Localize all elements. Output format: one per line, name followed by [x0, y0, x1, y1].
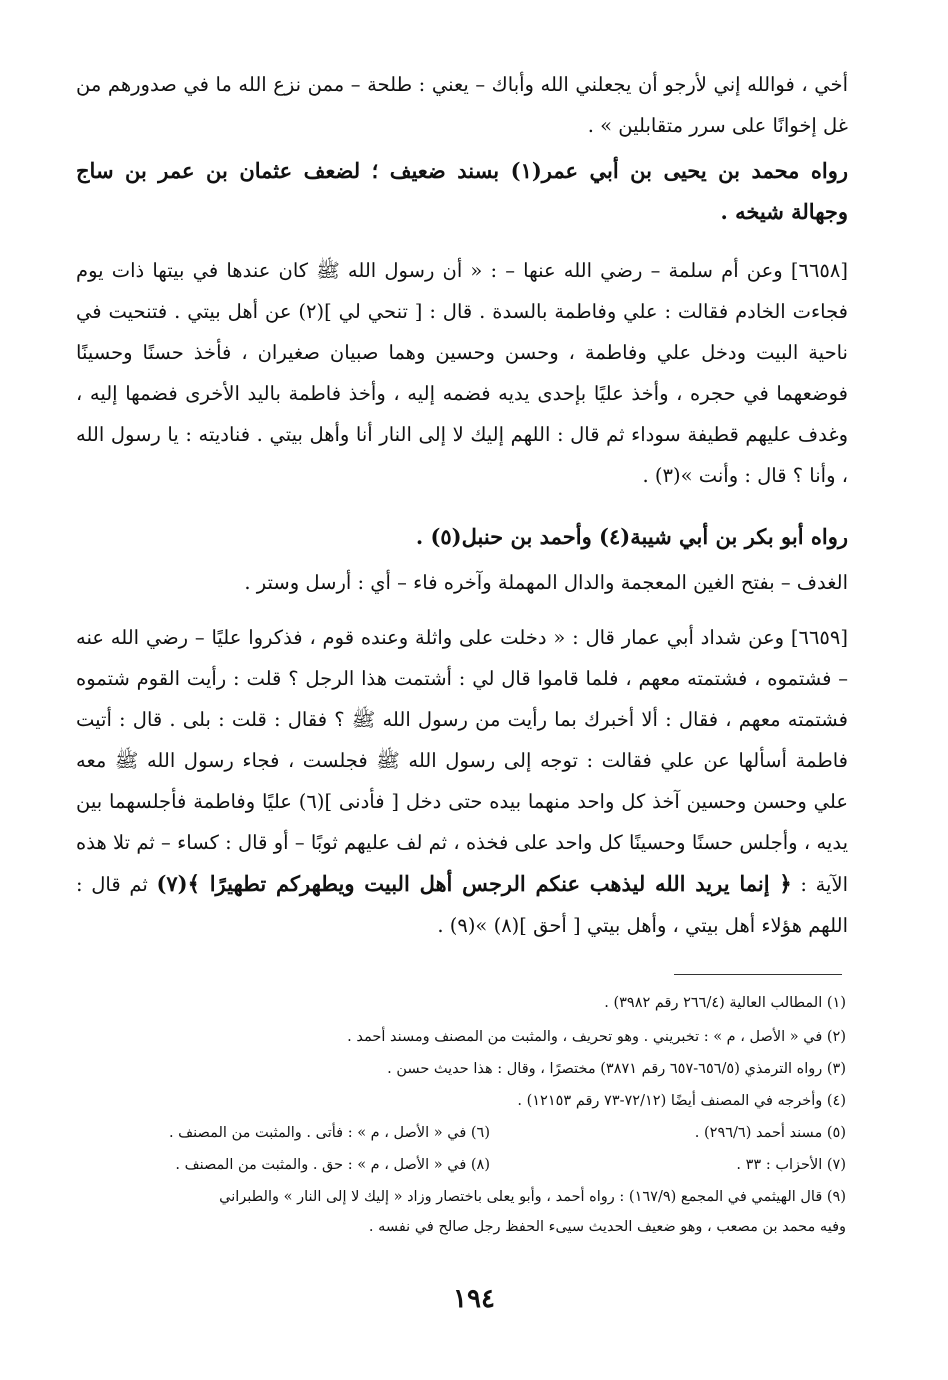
- footnote-4: (٤) وأخرجه في المصنف أيضًا (٧٢/١٢-٧٣ رقم ١٢١٥٣) .: [517, 1093, 846, 1109]
- footnote-3: (٣) رواه الترمذي (٦٥٦/٥-٦٥٧ رقم ٣٨٧١) مختصرًا ، وقال : هذا حديث حسن .: [387, 1061, 846, 1077]
- footnote-8: (٨) في « الأصل ، م » : حق . والمثبت من المصنف .: [175, 1157, 490, 1173]
- footnote-7: (٧) الأحزاب : ٣٣ .: [736, 1157, 846, 1173]
- footnote-9: (٩) قال الهيثمي في المجمع (١٦٧/٩) : رواه أحمد ، وأبو يعلى باختصار وزاد « إليك لا إلى النار » والطبراني: [219, 1189, 846, 1205]
- narration-source: رواه أبو بكر بن أبي شيبة(٤) وأحمد بن حنبل(٥) .: [415, 524, 848, 549]
- hadith-6659: [76, 617, 848, 946]
- paragraph-continuation: أخي ، فوالله إني لأرجو أن يجعلني الله وأباك – يعني : طلحة – ممن نزع الله ما في صدورهم من غل إخوانًا على سرر متقابلين » .: [76, 73, 848, 137]
- page-number: ١٩٤: [453, 1284, 495, 1314]
- footnote-1: (١) المطالب العالية (٢٦٦/٤ رقم ٣٩٨٢) .: [604, 995, 846, 1011]
- footnote-5: (٥) مسند أحمد (٢٩٦/٦) .: [694, 1125, 846, 1141]
- footnote-6: (٦) في « الأصل ، م » : فأتى . والمثبت من المصنف .: [168, 1125, 490, 1141]
- narration-grading: رواه محمد بن يحيى بن أبي عمر(١) بسند ضعيف ؛ لضعف عثمان بن عمر بن ساج وجهالة شيخه .: [76, 158, 849, 224]
- word-explanation: الغدف – بفتح الغين المعجمة والدال المهملة وآخره فاء – أي : أرسل وستر .: [244, 571, 848, 594]
- footnote-9-continued: وفيه محمد بن مصعب ، وهو ضعيف الحديث سيىء الحفظ رجل صالح في نفسه .: [368, 1219, 846, 1235]
- footnote-2: (٢) في « الأصل ، م » : تخبريني . وهو تحريف ، والمثبت من المصنف ومسند أحمد .: [347, 1029, 846, 1045]
- quran-verse: ﴿ إنما يريد الله ليذهب عنكم الرجس أهل البيت ويطهركم تطهيرًا ﴾(٧): [156, 871, 792, 896]
- hadith-6659-text: [٦٦٥٩] وعن شداد أبي عمار قال : « دخلت على واثلة وعنده قوم ، فذكروا عليًا – رضي الله عنه – فشتموه ، فشتمته معهم ، فلما قاموا قال لي : أشتمت هذا الرجل ؟ قلت : رأيت القوم شتموه فشتمته معهم ، فقال : ألا أخبرك بما رأيت من رسول الله ﷺ ؟ فقال : قلت : بلى . قال : أتيت فاطمة أسألها عن علي فقالت : توجه إلى رسول الله ﷺ فجلست ، فجاء رسول الله ﷺ معه علي وحسن وحسين آخذ كل واحد منهما بيده حتى دخل [ فأدنى ](٦) عليًا وفاطمة فأجلسهما بين يديه ، وأجلس حسنًا وحسينًا كل واحد على فخذه ، ثم لف عليهم ثوبًا – أو قال : كساء – ثم تلا هذه الآية :: [76, 626, 849, 896]
- hadith-6658: [٦٦٥٨] وعن أم سلمة – رضي الله عنها – : « أن رسول الله ﷺ كان عندها في بيتها ذات يوم فجاءت الخادم فقالت : علي وفاطمة بالسدة . قال : [ تنحي لي ](٢) عن أهل بيتي . فتنحيت في ناحية البيت ودخل علي وفاطمة ، وحسن وحسين وهما صبيان صغيران ، فأخذ حسنًا وحسينًا فوضعهما في حجره ، وأخذ عليًا بإحدى يديه فضمه إليه ، وأخذ فاطمة باليد الأخرى فضمها إليه ، وغدف عليهم قطيفة سوداء ثم قال : اللهم إليك لا إلى النار أنا وأهل بيتي . فناديته : يا رسول الله ، وأنا ؟ قال : وأنت »(٣) .: [76, 259, 849, 487]
- hadith-6659-ending: ثم قال : اللهم هؤلاء أهل بيتي ، وأهل بيتي [ أحق ](٨) »(٩) .: [76, 873, 848, 937]
- footnote-separator: [674, 974, 842, 975]
